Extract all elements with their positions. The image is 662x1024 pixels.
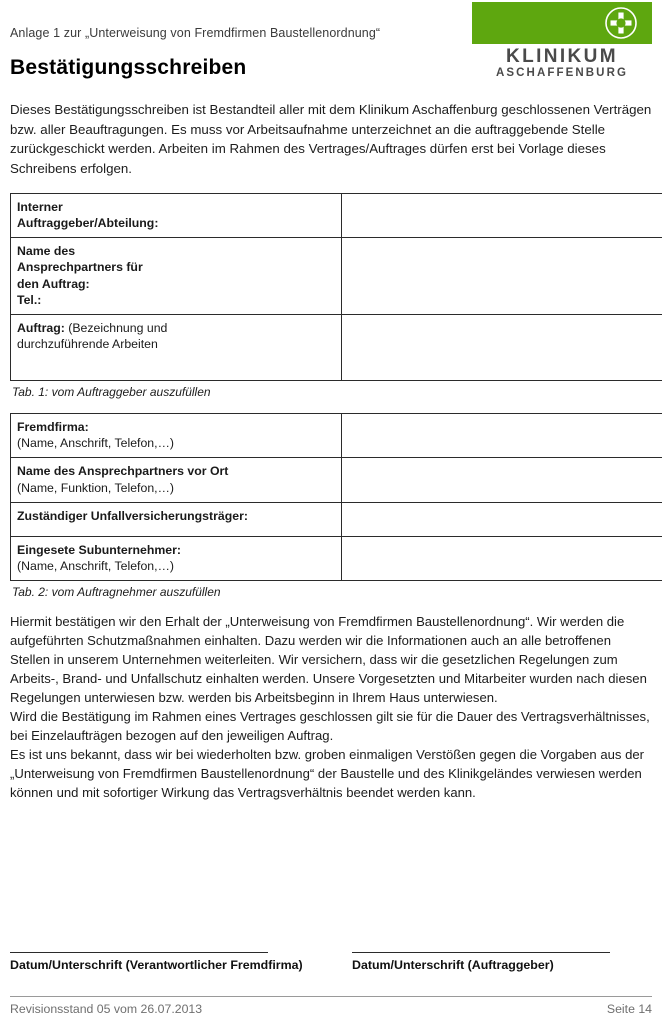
field-contact-person[interactable] — [342, 238, 662, 315]
table-row — [11, 502, 662, 536]
logo — [472, 2, 652, 81]
label-contact-line1: Name des — [17, 244, 76, 259]
logo-color-block — [472, 2, 652, 44]
label-contact-line4: Tel.: — [17, 292, 42, 307]
cell-label-external-company — [11, 414, 342, 458]
field-onsite-contact[interactable] — [342, 458, 662, 502]
field-insurance[interactable] — [342, 502, 662, 536]
cell-label-onsite-contact — [11, 458, 342, 502]
label-subcontractors: Eingesete Subunternehmer: — [17, 542, 181, 557]
cell-label-insurance — [11, 502, 342, 536]
signature-left — [10, 952, 310, 972]
intro-paragraph: Dieses Bestätigungsschreiben ist Bestandteil aller mit dem Klinikum Aschaffenburg geschlossenen Verträgen bzw. aller Beauftragungen. Es muss vor Arbeitsaufnahme unterzeichnet an die auftraggebende Stelle zurückgeschickt werden. Arbeiten im Rahmen des Vertrages/Auftrages dürfen erst bei Vorlage dieses Schreibens erfolgen. — [10, 102, 652, 177]
label-subcontractors-note: (Name, Anschrift, Telefon,…) — [17, 559, 174, 574]
cell-label-contact-person — [11, 238, 342, 315]
table-auftraggeber — [10, 193, 662, 381]
field-order[interactable] — [342, 315, 662, 381]
field-external-company[interactable] — [342, 414, 662, 458]
label-internal-client-line2: Auftraggeber/Abteilung: — [17, 215, 159, 230]
label-order-note1: (Bezeichnung und — [68, 321, 168, 335]
table1-caption: Tab. 1: vom Auftraggeber auszufüllen — [12, 385, 211, 399]
table2-caption: Tab. 2: vom Auftragnehmer auszufüllen — [12, 585, 221, 600]
table-row — [11, 238, 662, 315]
table-row — [11, 458, 662, 502]
cell-label-internal-client — [11, 193, 342, 237]
logo-name-line2: ASCHAFFENBURG — [495, 66, 629, 79]
label-onsite-contact: Name des Ansprechpartners vor Ort — [17, 464, 229, 479]
page-title: Bestätigungsschreiben — [10, 56, 247, 79]
document-footer — [10, 996, 652, 1016]
label-external-company: Fremdfirma: — [17, 420, 89, 434]
label-insurance: Zuständiger Unfallversicherungsträger: — [17, 508, 248, 523]
footer-revision: Revisionsstand 05 vom 26.07.2013 — [10, 1002, 203, 1016]
label-contact-line3: den Auftrag: — [17, 276, 90, 291]
declaration-paragraph-2: Wird die Bestätigung im Rahmen eines Vertrages geschlossen gilt sie für die Dauer des Vertragsverhältnisses, bei Einzelaufträgen bezogen auf den jeweiligen Auftrag. — [10, 709, 650, 744]
signature-label-right: Datum/Unterschrift (Auftraggeber) — [352, 958, 554, 972]
footer-page-number: Seite 14 — [606, 1002, 652, 1016]
label-order-note2: durchzuführende Arbeiten — [17, 337, 158, 352]
signature-line-left[interactable] — [10, 952, 268, 953]
signature-label-left: Datum/Unterschrift (Verantwortlicher Fremdfirma) — [10, 958, 303, 972]
table-row — [11, 315, 662, 381]
signature-right — [352, 952, 652, 972]
label-internal-client-line1: Interner — [17, 199, 63, 214]
cell-label-subcontractors — [11, 536, 342, 580]
field-subcontractors[interactable] — [342, 536, 662, 580]
declaration-paragraph-1: Hiermit bestätigen wir den Erhalt der „Unterweisung von Fremdfirmen Baustellenordnung“. Wir werden die aufgeführten Schutzmaßnahmen einhalten. Dazu werden wir die Informationen auch an alle betroffenen Stellen in unserem Unternehmen weiterleiten. Wir versichern, dass wir die gesetzlichen Regelungen zum Arbeits-, Brand- und Unfallschutz einhalten werden. Unsere Vorgesetzten und Mitarbeiter wurden nach diesen Regelungen unterwiesen bzw. werden bis Arbeitsbeginn in Ihrem Haus unterwiesen. — [10, 614, 647, 706]
document-header — [10, 0, 652, 92]
label-contact-line2: Ansprechpartners für — [17, 260, 143, 275]
label-order-title: Auftrag: — [17, 321, 65, 335]
table-row — [11, 193, 662, 237]
label-external-company-note: (Name, Anschrift, Telefon,…) — [17, 436, 174, 451]
signature-line-right[interactable] — [352, 952, 610, 953]
table-auftragnehmer — [10, 413, 662, 581]
cross-icon — [604, 6, 638, 40]
logo-name-line1: KLINIKUM — [505, 46, 619, 67]
annex-line: Anlage 1 zur „Unterweisung von Fremdfirmen Baustellenordnung“ — [10, 26, 381, 40]
label-onsite-contact-note: (Name, Funktion, Telefon,…) — [17, 480, 174, 495]
signature-area — [10, 952, 652, 972]
table-row — [11, 536, 662, 580]
cell-label-order — [11, 315, 342, 381]
field-internal-client[interactable] — [342, 193, 662, 237]
declaration-paragraph-3: Es ist uns bekannt, dass wir bei wiederholten bzw. groben einmaligen Verstößen gegen die Vorgaben aus der „Unterweisung von Fremdfirmen Baustellenordnung“ der Baustelle und des Klinikgeländes verwiesen werden können und mit sofortiger Wirkung das Vertragsverhältnis beendet werden kann. — [10, 747, 644, 801]
declaration-text — [10, 613, 652, 803]
table-row — [11, 414, 662, 458]
